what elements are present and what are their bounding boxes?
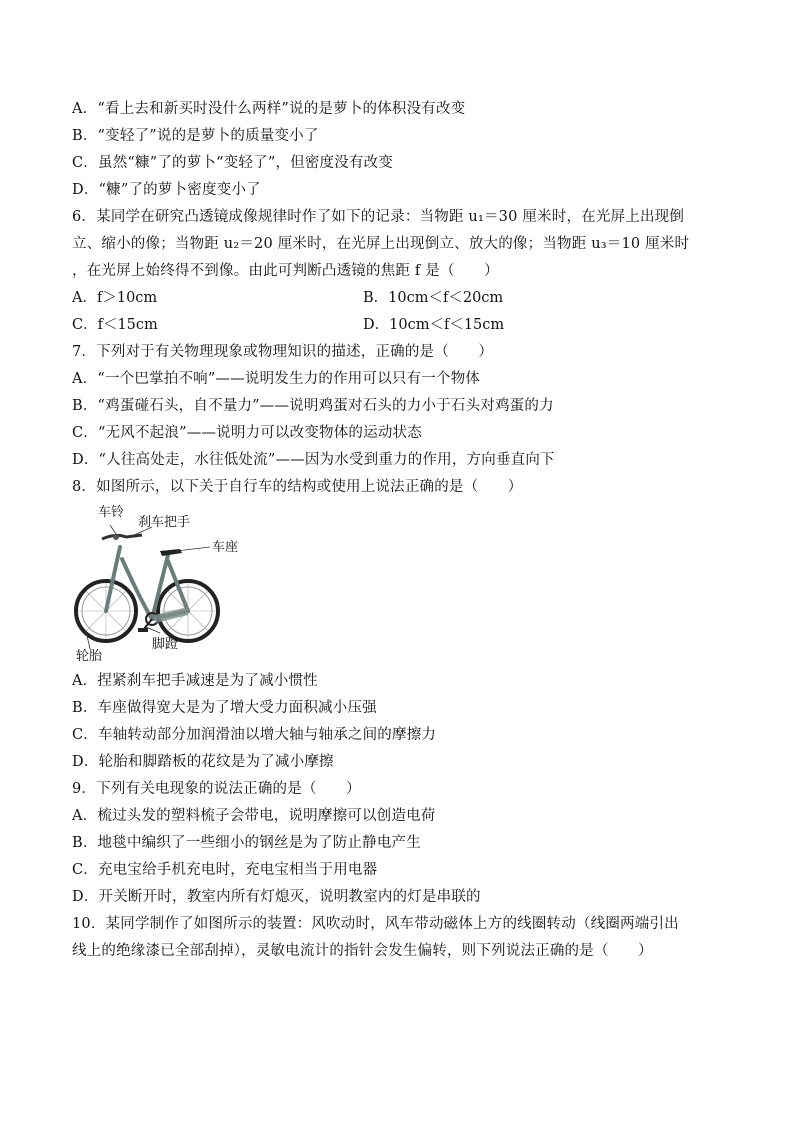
q7-option-c: C．“无风不起浪”——说明力可以改变物体的运动状态 (72, 425, 422, 441)
q8-option-a: A．捏紧刹车把手减速是为了减小惯性 (72, 673, 318, 689)
label-tire: 轮胎 (76, 649, 103, 664)
label-seat: 车座 (212, 540, 239, 555)
q8-option-d: D．轮胎和脚踏板的花纹是为了减小摩擦 (72, 754, 334, 770)
q6-option-b: B．10cm＜f＜20cm (363, 290, 504, 306)
label-brake: 刹车把手 (138, 515, 191, 530)
q9-stem: 9．下列有关电现象的说法正确的是（ ） (72, 781, 361, 797)
q5-option-b: B．“变轻了”说的是萝卜的质量变小了 (72, 128, 319, 144)
q7-option-b: B．“鸡蛋碰石头，自不量力”——说明鸡蛋对石头的力小于石头对鸡蛋的力 (72, 398, 554, 414)
bicycle-figure (72, 503, 272, 663)
q6-option-c: C．f＜15cm (72, 317, 158, 333)
q5-option-c: C．虽然“糠”了的萝卜“变轻了”，但密度没有改变 (72, 155, 394, 171)
q9-option-c: C．充电宝给手机充电时，充电宝相当于用电器 (72, 862, 378, 878)
q6-stem-line-3: ，在光屏上始终得不到像。由此可判断凸透镜的焦距 f 是（ ） (72, 263, 499, 279)
q9-option-b: B．地毯中编织了一些细小的钢丝是为了防止静电产生 (72, 835, 421, 851)
q8-option-c: C．车轴转动部分加润滑油以增大轴与轴承之间的摩擦力 (72, 727, 437, 743)
q8-stem: 8．如图所示，以下关于自行车的结构或使用上说法正确的是（ ） (72, 479, 523, 495)
label-bell: 车铃 (98, 505, 125, 520)
label-pedal: 脚蹬 (152, 637, 179, 652)
q6-stem-line-1: 6．某同学在研究凸透镜成像规律时作了如下的记录：当物距 u₁＝30 厘米时，在光屏上出现倒 (72, 209, 685, 225)
q6-option-a: A．f＞10cm (72, 290, 158, 306)
q9-option-d: D．开关断开时，教室内所有灯熄灭，说明教室内的灯是串联的 (72, 889, 481, 905)
q6-stem-line-2: 立、缩小的像；当物距 u₂＝20 厘米时，在光屏上出现倒立、放大的像；当物距 u₃＝10 厘米时 (72, 236, 690, 252)
q5-option-d: D．“糠”了的萝卜密度变小了 (72, 182, 261, 198)
q9-option-a: A．梳过头发的塑料梳子会带电，说明摩擦可以创造电荷 (72, 808, 436, 824)
q5-option-a: A．“看上去和新买时没什么两样”说的是萝卜的体积没有改变 (72, 101, 466, 117)
q6-option-d: D．10cm＜f＜15cm (363, 317, 505, 333)
q7-option-d: D．“人往高处走，水往低处流”——因为水受到重力的作用，方向垂直向下 (72, 452, 555, 468)
q10-stem-line-2: 线上的绝缘漆已全部刮掉），灵敏电流计的指针会发生偏转，则下列说法正确的是（ ） (72, 943, 653, 959)
seat-shape (160, 549, 182, 556)
q10-stem-line-1: 10．某同学制作了如图所示的装置：风吹动时，风车带动磁体上方的线圈转动（线圈两端引出 (72, 916, 679, 932)
q7-stem: 7．下列对于有关物理现象或物理知识的描述，正确的是（ ） (72, 344, 494, 360)
q7-option-a: A．“一个巴掌拍不响”——说明发生力的作用可以只有一个物体 (72, 371, 481, 387)
q8-option-b: B．车座做得宽大是为了增大受力面积减小压强 (72, 700, 377, 716)
